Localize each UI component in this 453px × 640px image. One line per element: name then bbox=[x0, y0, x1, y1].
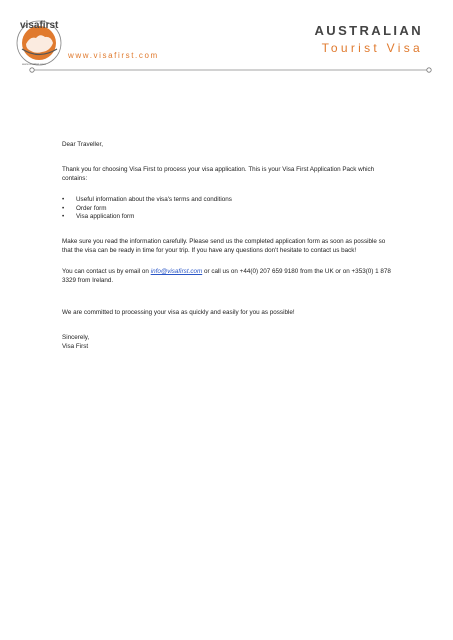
contact-paragraph bbox=[62, 268, 392, 285]
logo-ring-text: www.visafirst.com bbox=[22, 62, 46, 66]
list-item-text: Visa application form bbox=[76, 213, 135, 221]
bullet-icon: • bbox=[62, 196, 65, 204]
closing: Sincerely, bbox=[62, 334, 90, 342]
contact-text-pre: You can contact us by email on bbox=[62, 268, 151, 276]
email-link[interactable]: info@visafirst.com bbox=[150, 268, 203, 276]
page-title: AUSTRALIAN bbox=[314, 23, 423, 38]
greeting: Dear Traveller, bbox=[62, 141, 103, 148]
logo-wordmark: visafirst bbox=[20, 20, 59, 31]
letter-body bbox=[62, 141, 392, 351]
page-header bbox=[0, 0, 453, 80]
instructions-paragraph: Make sure you read the information carefully. Please send us the completed application form as soon as possible so that the visa can be ready in time for your trip. If you have any questions don't hesitate to contact us back! bbox=[62, 238, 386, 254]
list-item bbox=[62, 205, 392, 213]
bullet-icon: • bbox=[62, 213, 65, 221]
signature: Visa First bbox=[62, 342, 89, 350]
list-item bbox=[62, 213, 392, 221]
visafirst-logo bbox=[14, 14, 64, 68]
site-url[interactable]: www.visafirst.com bbox=[68, 51, 159, 60]
bullet-icon: • bbox=[62, 204, 65, 212]
intro-paragraph: Thank you for choosing Visa First to process your visa application. This is your Visa First Application Pack which contains: bbox=[62, 166, 375, 182]
list-item bbox=[62, 196, 392, 204]
pack-contents-list bbox=[62, 196, 392, 221]
page-subtitle: Tourist Visa bbox=[321, 41, 423, 55]
commitment-paragraph: We are committed to processing your visa as quickly and easily for you as possible! bbox=[62, 309, 295, 317]
list-item-text: Useful information about the visa's terms and conditions bbox=[76, 196, 232, 204]
contact-text-post: or call us on +44(0) 207 659 9180 from the UK or on +353(0) 1 878 3329 from Ireland. bbox=[62, 268, 391, 284]
list-item-text: Order form bbox=[76, 204, 107, 212]
header-divider bbox=[28, 66, 433, 74]
